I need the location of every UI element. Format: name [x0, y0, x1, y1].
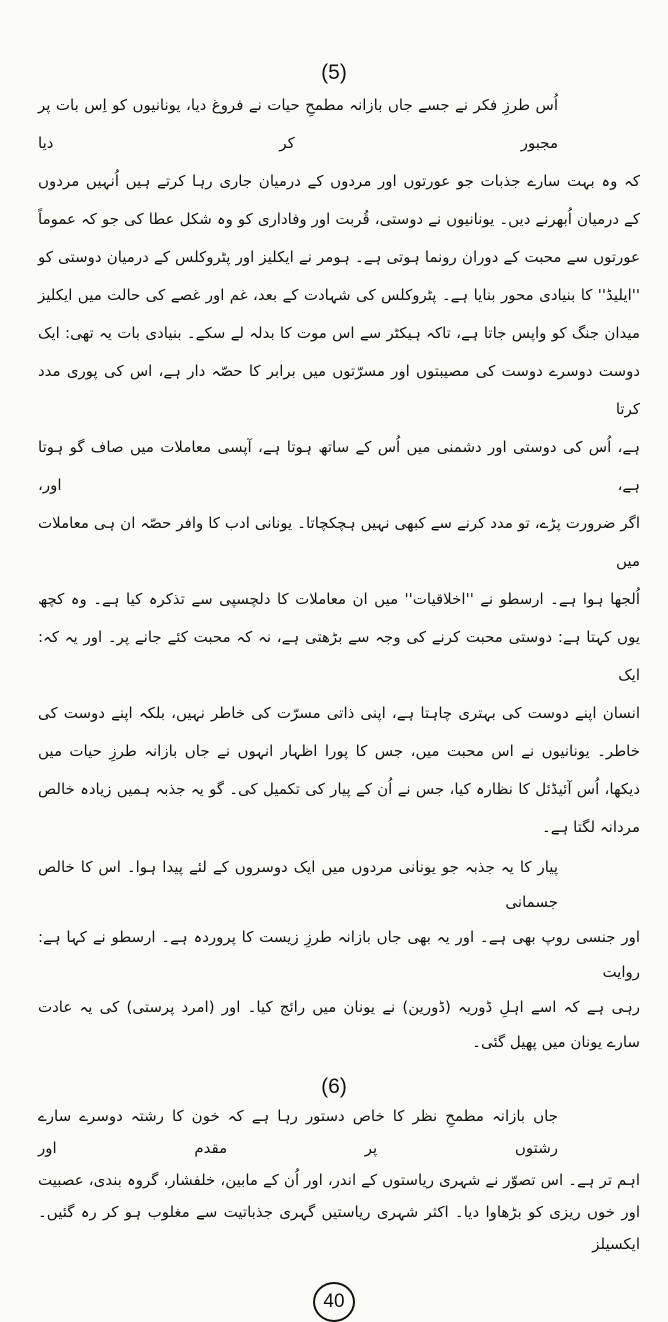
text-line: اگر ضرورت پڑے، تو مدد کرنے سے کبھی نہیں ہچکچاتا۔ یونانی ادب کا وافر حصّہ ان ہی معاملات میں	[38, 514, 640, 570]
text-line: انسان اپنے دوست کی بہتری چاہتا ہے، اپنی ذاتی مسرّت کی خاطر نہیں، بلکہ اپنے دوست کی	[38, 704, 640, 722]
text-line: مردانہ لگتا ہے۔	[542, 818, 640, 836]
text-line: سارے یونان میں پھیل گئی۔	[472, 1033, 640, 1051]
text-line: عورتوں سے محبت کے دوران رونما ہوتی ہے۔ ہومر نے ایکلیز اور پٹروکلس کے درمیان دوستی کو	[38, 248, 640, 266]
text-line: کے درمیان اُبھرنے دیں۔ یونانیوں نے دوستی، قُربت اور وفاداری کو وہ شکل عطا کی جو کہ عموماً	[38, 210, 640, 228]
text-line: اہم تر ہے۔ اس تصوّر نے شہری ریاستوں کے اندر، اور اُن کے مابین، خلفشار، گروہ بندی، عصبیت	[38, 1171, 640, 1189]
text-line: اور خوں ریزی کو بڑھاوا دیا۔ اکثر شہری ریاستیں گہری جذباتیت سے مغلوب ہو کر رہ گئیں۔ ایکسیلز	[38, 1203, 640, 1253]
page-number: 40	[313, 1282, 355, 1322]
text-line: اور جنسی روپ بھی ہے۔ اور یہ بھی جاں بازانہ طرزِ زیست کا پروردہ ہے۔ ارسطو نے کہا ہے: روایت	[38, 928, 640, 981]
text-line: کہ وہ بہت سارے جذبات جو عورتوں اور مردوں کے درمیان جاری رہا کرتے ہیں اُنہیں مردوں	[38, 172, 640, 190]
text-line: اُلجھا ہوا ہے۔ ارسطو نے ''اخلاقیات'' میں ان معاملات کا دلچسپی سے تذکرہ کیا ہے۔ وہ کچھ	[38, 590, 640, 608]
text-line: اُس طرزِ فکر نے جسے جاں بازانہ مطمحِ حیات نے فروغ دیا، یونانیوں کو اِس بات پر مجبور کر دیا	[38, 96, 558, 152]
text-line: پیار کا یہ جذبہ جو یونانی مردوں میں ایک دوسروں کے لئے پیدا ہوا۔ اس کا خالص جسمانی	[38, 858, 558, 911]
section-6-paragraph	[38, 1100, 640, 1260]
section-5-paragraph-1	[38, 86, 640, 846]
text-line: دیکھا، اُس آئیڈئل کا نظارہ کیا، جس نے اُن کے پیار کی تکمیل کی۔ گو یہ جذبہ ہمیں زیادہ خالص	[38, 780, 640, 798]
text-line: یوں کہتا ہے: دوستی محبت کرنے کی وجہ سے بڑھتی ہے، نہ کہ محبت کئے جانے پر۔ اور یہ کہ: ایک	[38, 628, 640, 684]
text-line: ہے، اُس کی دوستی اور دشمنی میں اُس کے ساتھ ہوتا ہے، آپسی معاملات میں صاف گو ہوتا ہے، اور،	[38, 438, 640, 494]
text-line: جاں بازانہ مطمحِ نظر کا خاص دستور رہا ہے کہ خون کا رشتہ دوسرے سارے رشتوں پر مقدم اور	[38, 1107, 558, 1157]
section-heading-5: (5)	[321, 61, 347, 84]
section-heading-6: (6)	[321, 1075, 347, 1098]
section-5-paragraph-2	[38, 850, 640, 1060]
text-line: رہی ہے کہ اسے اہلِ ڈوریہ (ڈورین) نے یونان میں رائج کیا۔ اور (امرد پرستی) کی یہ عادت	[38, 998, 640, 1016]
text-line: میدان جنگ کو واپس جاتا ہے، تاکہ ہیکٹر سے اس موت کا بدلہ لے سکے۔ بنیادی بات یہ تھی: ایک	[38, 324, 640, 342]
text-line: دوست دوسرے دوست کی مصیبتوں اور مسرّتوں میں برابر کا حصّہ دار ہے، اس کی پوری مدد کرتا	[38, 362, 640, 418]
text-line: ''ایلیڈ'' کا بنیادی محور بنایا ہے۔ پٹروکلس کی شہادت کے بعد، غم اور غصے کی حالت میں ایکلیز	[38, 286, 640, 304]
text-line: خاطر۔ یونانیوں نے اس محبت میں، جس کا پورا اظہار انہوں نے جاں بازانہ طرزِ حیات میں	[38, 742, 640, 760]
